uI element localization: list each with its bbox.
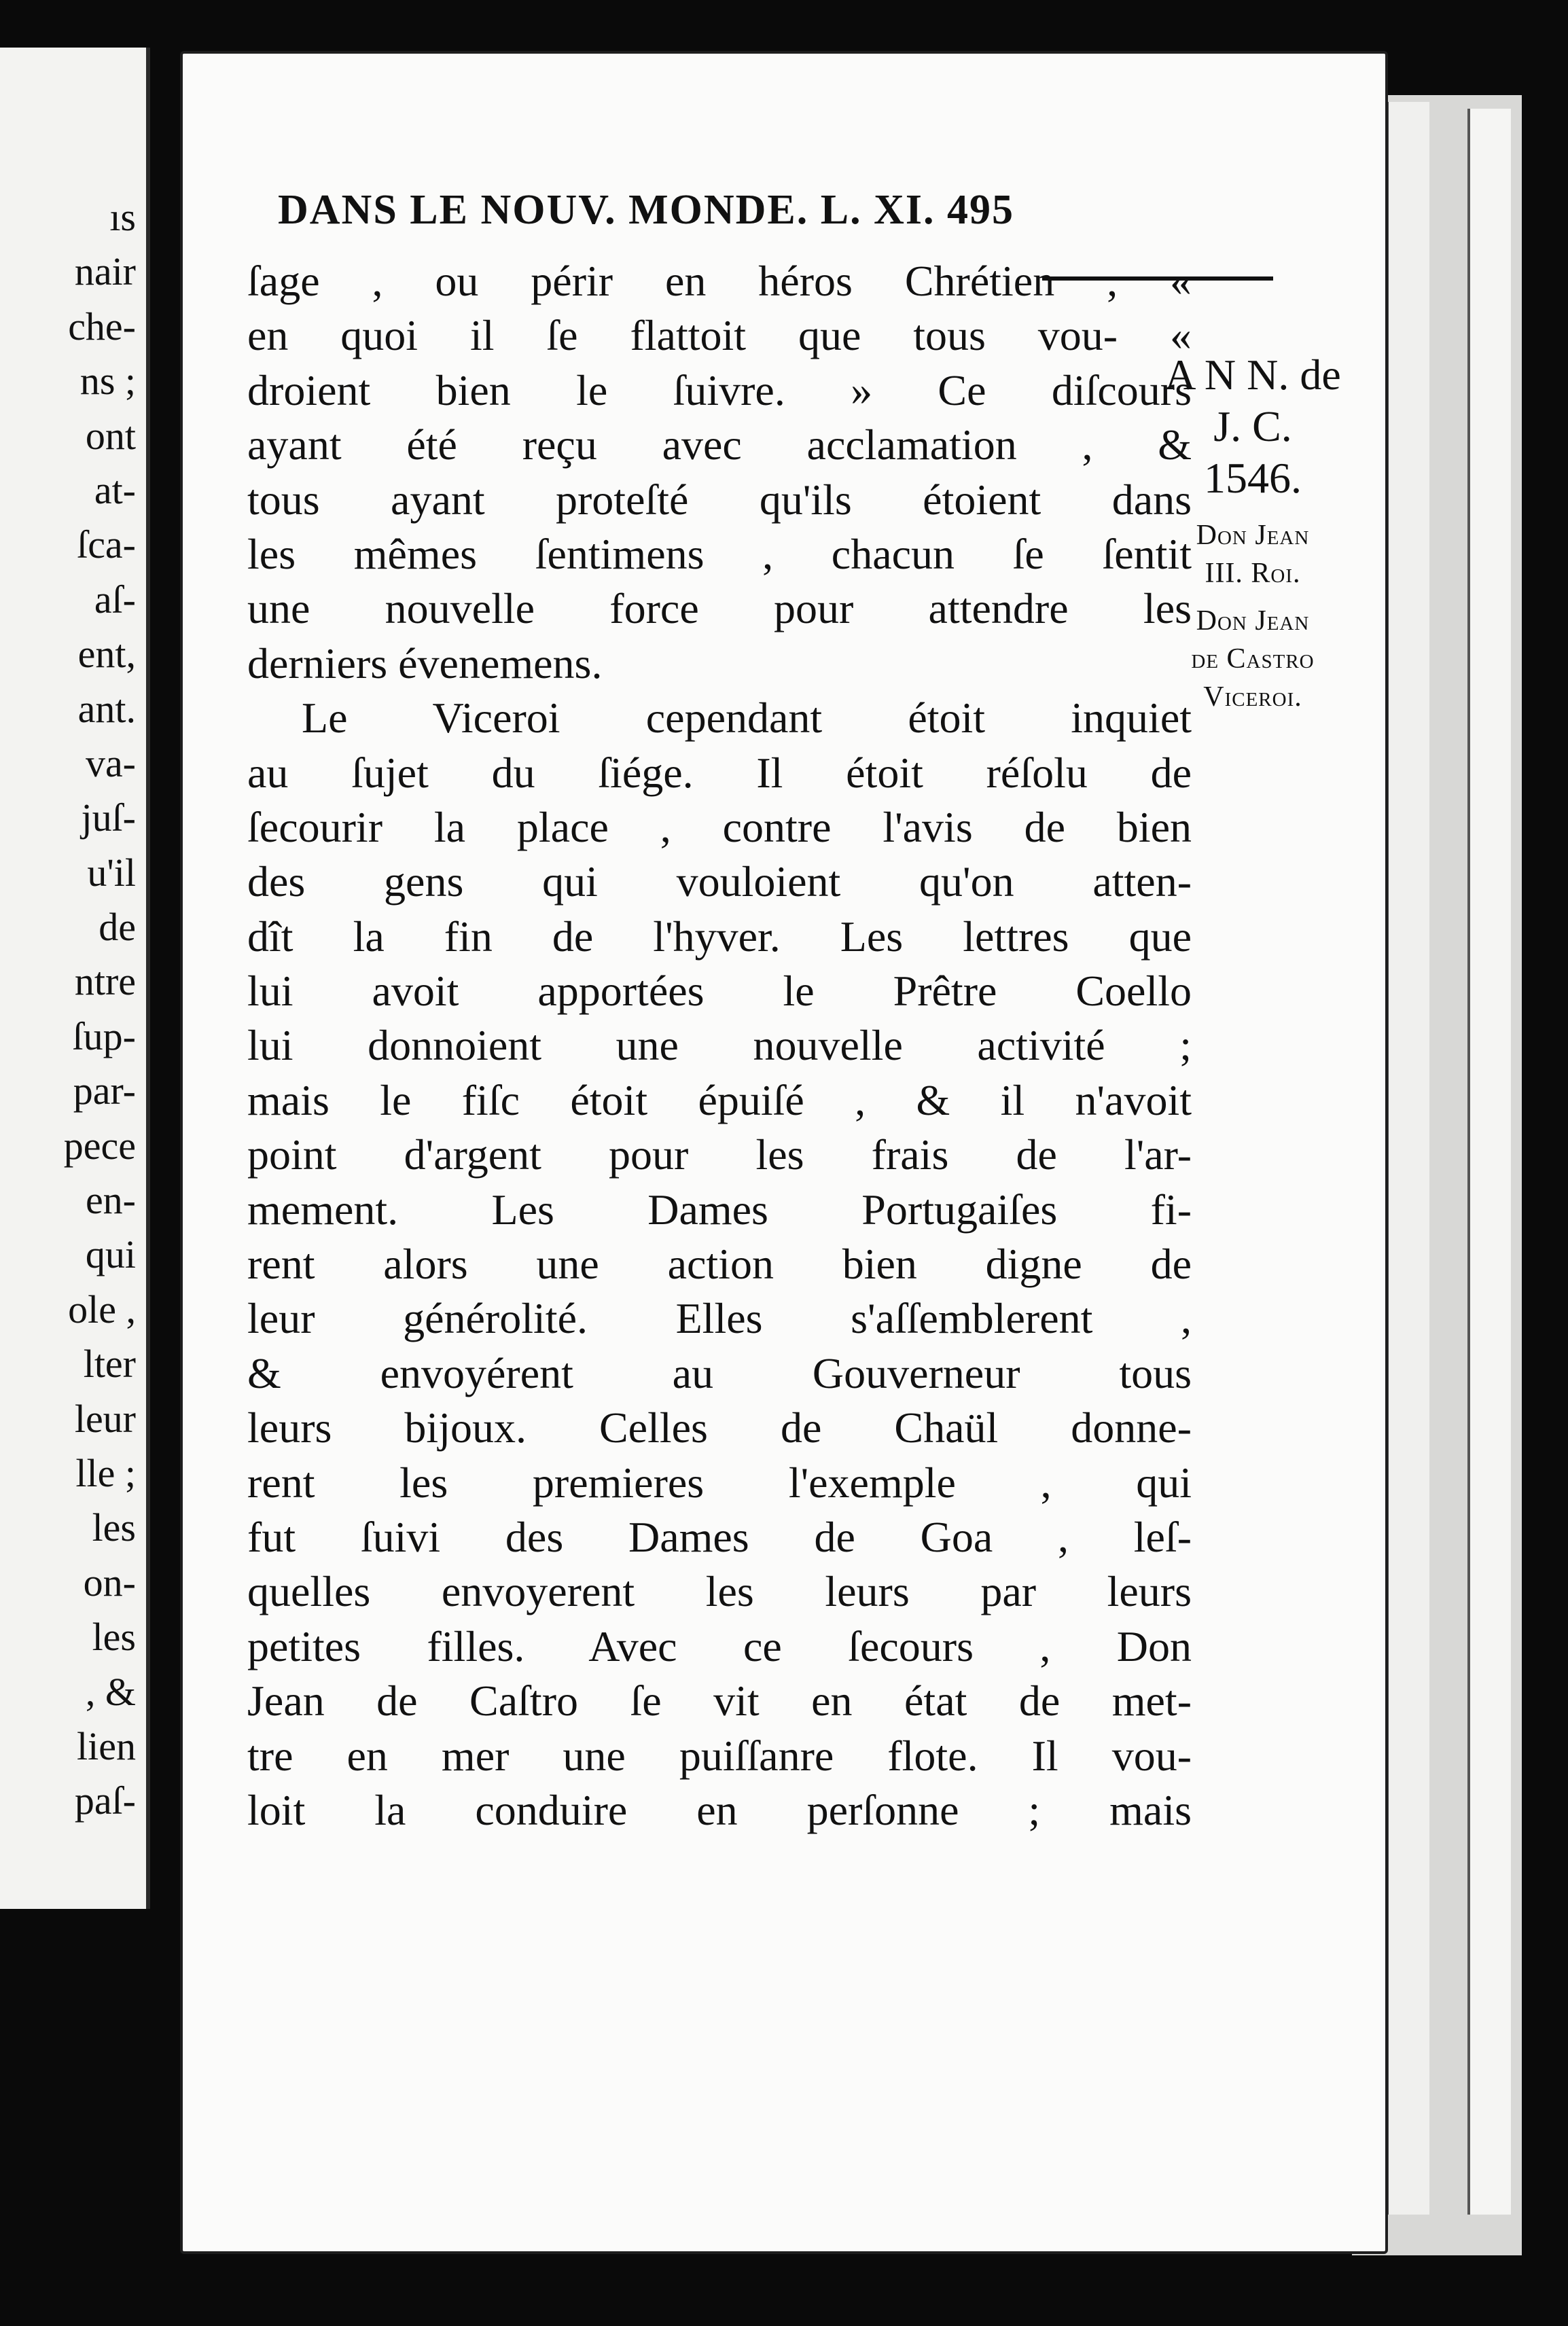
text-line: Jean de Caſtro ſe vit en état de met- xyxy=(247,1677,1192,1725)
left-fragment: lle ; xyxy=(75,1450,136,1495)
text-line: point d'argent pour les frais de l'ar- xyxy=(247,1130,1192,1179)
text-line: au ſujet du ſiége. Il étoit réſolu de xyxy=(247,748,1192,797)
margin-viceroy-line2: de Castro xyxy=(1191,643,1315,675)
left-page-text xyxy=(0,190,136,1829)
text-line: ayant été reçu avec acclamation , & xyxy=(247,421,1192,469)
text-line: ſage , ou périr en héros Chrétien , « xyxy=(247,257,1192,305)
left-fragment: pece xyxy=(63,1123,136,1168)
margin-viceroy-line1: Don Jean xyxy=(1196,605,1310,637)
left-fragment: ant. xyxy=(77,686,136,731)
text-line: & envoyérent au Gouverneur tous xyxy=(247,1348,1192,1397)
left-fragment: aſ- xyxy=(94,577,136,622)
margin-king-line1: Don Jean xyxy=(1196,520,1310,551)
left-fragment: ſup- xyxy=(72,1014,136,1058)
left-fragment: les xyxy=(92,1615,136,1660)
left-fragment: at- xyxy=(94,467,136,512)
left-fragment: les xyxy=(92,1505,136,1550)
text-line: ſecourir la place , contre l'avis de bien xyxy=(247,802,1192,851)
text-line: loit la conduire en perſonne ; mais xyxy=(247,1785,1192,1834)
text-line: mais le fiſc étoit épuiſé , & il n'avoit xyxy=(247,1075,1192,1124)
left-fragment: qui xyxy=(85,1232,136,1277)
text-line: en quoi il ſe flattoit que tous vou- « xyxy=(247,311,1192,360)
text-line: droient bien le ſuivre. » Ce diſcours xyxy=(247,365,1192,414)
body-text xyxy=(247,254,1192,1838)
left-fragment: on- xyxy=(83,1560,136,1605)
text-line: des gens qui vouloient qu'on atten- xyxy=(247,857,1192,906)
text-line: petites filles. Avec ce ſecours , Don xyxy=(247,1622,1192,1670)
page-edge-sheet xyxy=(1467,109,1511,2215)
text-line: rent alors une action bien digne de xyxy=(247,1240,1192,1289)
margin-year: 1546. xyxy=(1204,454,1302,502)
margin-king-line2: III. Roi. xyxy=(1205,558,1301,589)
left-fragment: ſca- xyxy=(77,522,136,567)
text-line: Le Viceroi cependant étoit inquiet xyxy=(302,694,1192,742)
left-fragment: u'il xyxy=(87,850,136,895)
left-fragment: ntre xyxy=(74,959,136,1004)
left-fragment: de xyxy=(99,905,136,950)
text-line: quelles envoyerent les leurs par leurs xyxy=(247,1567,1192,1616)
text-line: leurs bijoux. Celles de Chaül donne- xyxy=(247,1403,1192,1452)
left-fragment: lien xyxy=(77,1723,136,1768)
left-fragment: ıs xyxy=(109,195,136,239)
left-fragment: lter xyxy=(83,1342,136,1386)
left-fragment: va- xyxy=(85,740,136,785)
left-fragment: , & xyxy=(85,1669,136,1714)
text-line: lui donnoient une nouvelle activité ; xyxy=(247,1021,1192,1070)
left-fragment: ns ; xyxy=(79,359,136,404)
margin-ann: A N N. de xyxy=(1164,351,1341,399)
text-line: lui avoit apportées le Prêtre Coello xyxy=(247,967,1192,1016)
left-fragment: leur xyxy=(74,1396,136,1441)
left-fragment: ent, xyxy=(77,632,136,677)
text-line: leur générolité. Elles s'aſſemblerent , xyxy=(247,1294,1192,1343)
page-edge-sheet xyxy=(1386,102,1429,2215)
running-head: DANS LE NOUV. MONDE. L. XI. 495 xyxy=(278,187,1014,233)
book-page xyxy=(180,51,1388,2254)
left-fragment: juſ- xyxy=(81,795,136,840)
text-line: les mêmes ſentimens , chacun ſe ſentit xyxy=(247,529,1192,578)
text-line: mement. Les Dames Portugaiſes fi- xyxy=(247,1185,1192,1234)
text-line: une nouvelle force pour attendre les xyxy=(247,584,1192,633)
margin-jc: J. C. xyxy=(1213,402,1292,450)
text-line: tous ayant proteſté qu'ils étoient dans xyxy=(247,475,1192,524)
left-fragment: en- xyxy=(85,1178,136,1223)
left-fragment: che- xyxy=(68,304,136,348)
left-fragment: ole , xyxy=(68,1287,136,1331)
left-page-edge xyxy=(0,48,150,1909)
margin-note xyxy=(1130,274,1375,716)
left-fragment: paſ- xyxy=(74,1778,136,1823)
text-line: fut ſuivi des Dames de Goa , leſ- xyxy=(247,1512,1192,1561)
left-fragment: par- xyxy=(73,1069,136,1113)
text-line: tre en mer une puiſſanre flote. Il vou- xyxy=(247,1731,1192,1780)
text-line: rent les premieres l'exemple , qui xyxy=(247,1458,1192,1507)
left-fragment: nair xyxy=(74,249,136,294)
margin-viceroy-line3: Viceroi. xyxy=(1203,681,1302,713)
text-line: dît la fin de l'hyver. Les lettres que xyxy=(247,912,1192,961)
text-line: derniers évenemens. xyxy=(247,639,603,687)
left-fragment: ont xyxy=(85,413,136,458)
